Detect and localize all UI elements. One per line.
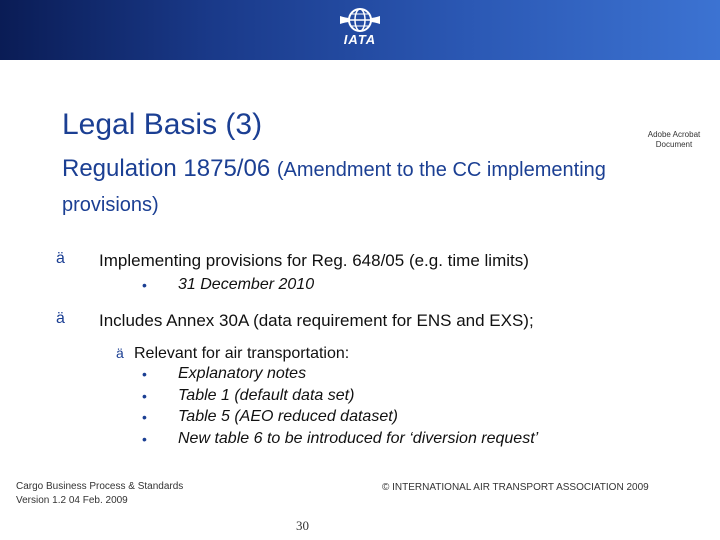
subtitle-line2: provisions): [62, 194, 159, 216]
iata-logo-text: IATA: [343, 32, 377, 47]
arrow-bullet-icon: ä: [116, 345, 124, 361]
footer-left: [16, 480, 183, 508]
iata-logo: [334, 6, 386, 54]
sub-list-item: Table 1 (default data set): [178, 387, 355, 404]
relevant-heading: Relevant for air transportation:: [134, 345, 350, 362]
sub-list-item: New table 6 to be introduced for ‘diversion request’: [178, 430, 539, 447]
header-banner: [0, 0, 720, 60]
list-item: Includes Annex 30A (data requirement for ENS and EXS);: [99, 311, 534, 330]
sub-list-item: Explanatory notes: [178, 365, 307, 382]
list-item: Implementing provisions for Reg. 648/05 (e.g. time limits): [99, 251, 529, 270]
bullet-dot-icon: •: [142, 277, 147, 293]
arrow-bullet-icon: ä: [56, 310, 65, 327]
sub-list-item: 31 December 2010: [178, 276, 315, 293]
slide-title: Legal Basis (3): [62, 108, 263, 141]
arrow-bullet-icon: ä: [56, 250, 65, 267]
sub-list-item: Table 5 (AEO reduced dataset): [178, 408, 398, 425]
footer-copyright: © INTERNATIONAL AIR TRANSPORT ASSOCIATION 2009: [382, 482, 649, 493]
slide-subtitle: [62, 152, 720, 222]
bullet-dot-icon: •: [142, 366, 147, 382]
subtitle-regulation: Regulation 1875/06: [62, 155, 271, 182]
pdf-label-line2: Document: [655, 140, 693, 149]
footer-department: Cargo Business Process & Standards: [16, 481, 184, 492]
bullet-dot-icon: •: [142, 388, 147, 404]
page-number: 30: [296, 518, 309, 533]
iata-globe-icon: [338, 6, 382, 34]
footer-version: Version 1.2 04 Feb. 2009: [16, 495, 128, 506]
subtitle-paren: (Amendment to the CC implementing: [276, 159, 606, 181]
bullet-dot-icon: •: [142, 431, 147, 447]
adobe-acrobat-document-link[interactable]: [644, 130, 704, 150]
bullet-dot-icon: •: [142, 409, 147, 425]
pdf-label-line1: Adobe Acrobat: [647, 130, 701, 139]
